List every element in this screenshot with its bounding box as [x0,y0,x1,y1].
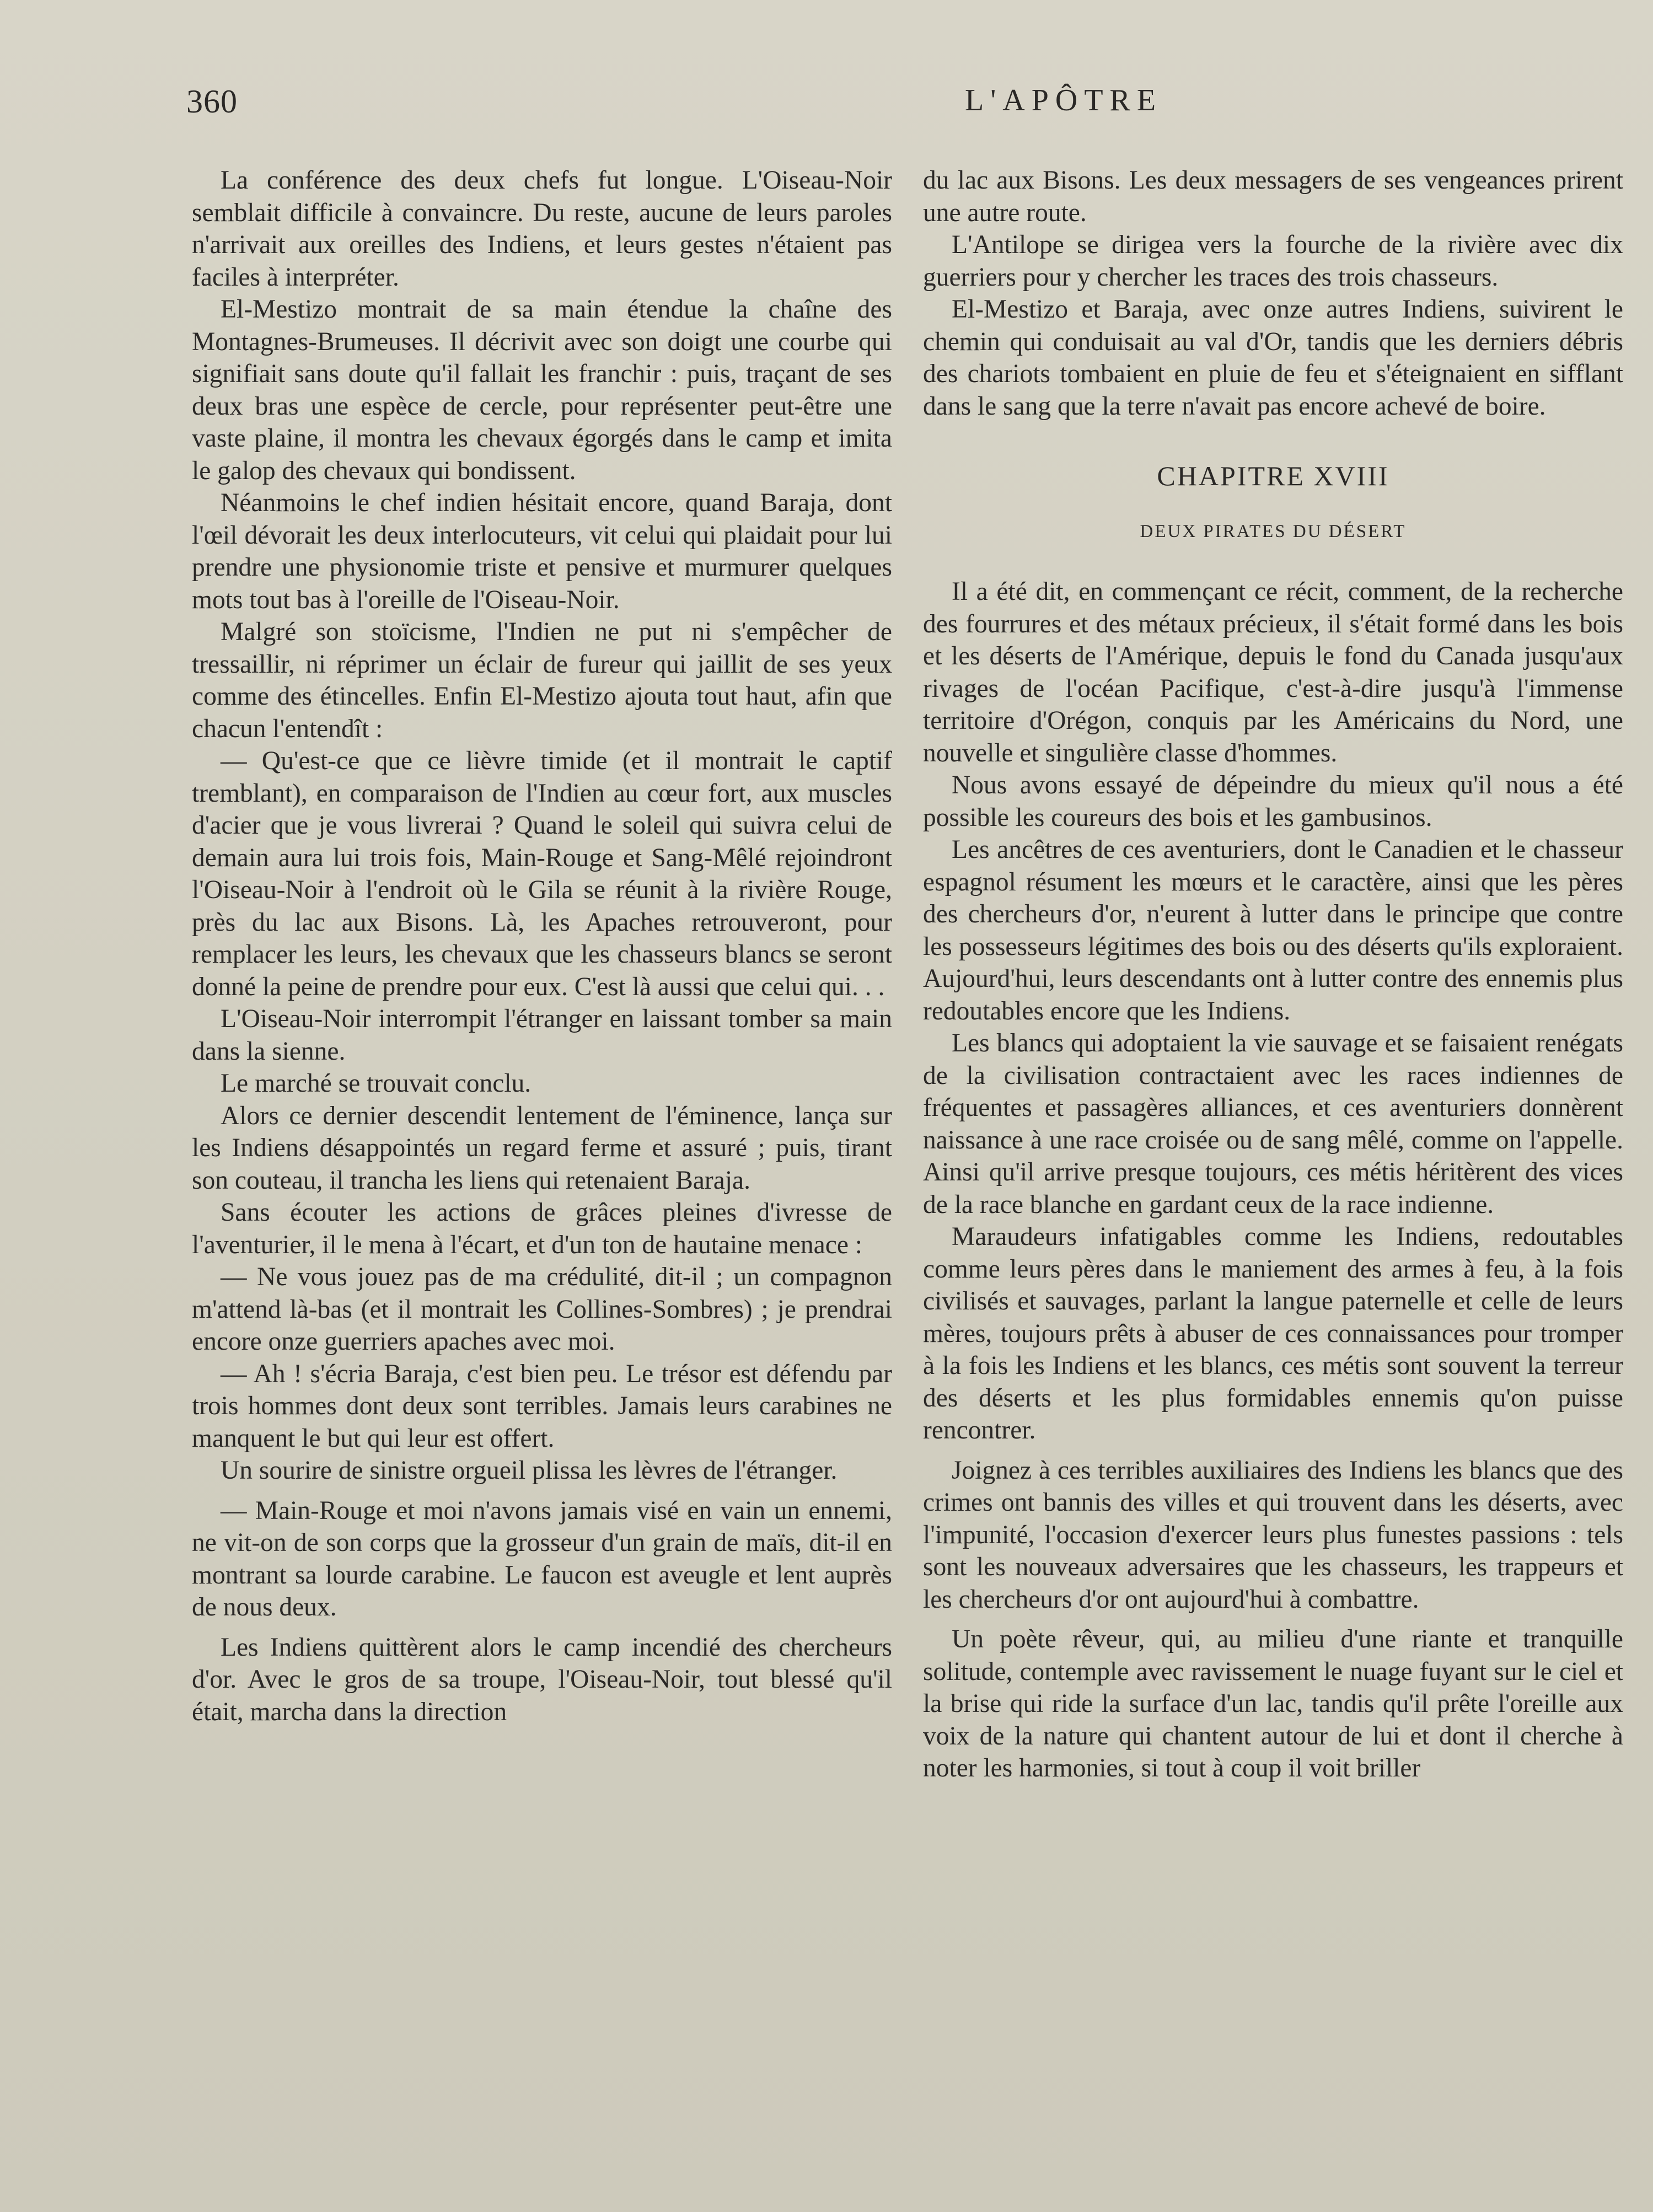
paragraph: du lac aux Bisons. Les deux messagers de ses vengeances prirent une autre route. [923,166,1623,227]
paragraph: Néanmoins le chef indien hésitait encore, quand Baraja, dont l'œil dévorait les deux interlocuteurs, vit celui qui plaidait pour lui prendre une physionomie triste et pensive et murmurer quelques mots tout bas à l'oreille de l'Oiseau-Noir. [192,488,892,614]
chapter-subtitle: DEUX PIRATES DU DÉSERT [1140,522,1407,541]
paragraph: — Main-Rouge et moi n'avons jamais visé en vain un ennemi, ne vit-on de son corps que la grosseur d'un grain de maïs, dit-il en montrant sa lourde carabine. Le faucon est aveugle et lent auprès de nous deux. [192,1496,892,1622]
paragraph: El-Mestizo et Baraja, avec onze autres Indiens, suivirent le chemin qui conduisait au val d'Or, tandis que les derniers débris des chariots tombaient en pluie de feu et s'éteignaient en sifflant dans le sang que la terre n'avait pas encore achevé de boire. [923,295,1623,421]
paragraph: L'Antilope se dirigea vers la fourche de la rivière avec dix guerriers pour y chercher les traces des trois chasseurs. [923,230,1623,292]
paragraph: — Qu'est-ce que ce lièvre timide (et il montrait le captif tremblant), en comparaison de l'Indien au cœur fort, aux muscles d'acier que je vous livrerai ? Quand le soleil qui suivra celui de demain aura lui trois fois, Main-Rouge et Sang-Mêlé rejoindront l'Oiseau-Noir à l'endroit où le Gila se réunit à la rivière Rouge, près du lac aux Bisons. Là, les Apaches retrouveront, pour remplacer les leurs, les chevaux que les chasseurs blancs se seront donné la peine de prendre pour eux. C'est là aussi que celui qui. . . [192,747,892,1001]
paragraph: El-Mestizo montrait de sa main étendue la chaîne des Montagnes-Brumeuses. Il décrivit avec son doigt une courbe qui signifiait sans doute qu'il fallait les franchir : puis, traçant de ses deux bras une espèce de cercle, pour représenter peut-être une vaste plaine, il montra les chevaux égorgés dans le camp et imita le galop des chevaux qui bondissent. [192,295,892,485]
running-title: L'APÔTRE [965,83,1163,117]
paragraph: Malgré son stoïcisme, l'Indien ne put ni s'empêcher de tressaillir, ni réprimer un éclair de fureur qui jaillit de ses yeux comme des étincelles. Enfin El-Mestizo ajouta tout haut, afin que chacun l'entendît : [192,618,892,743]
paragraph: Les ancêtres de ces aventuriers, dont le Canadien et le chasseur espagnol résument les mœurs et le caractère, ainsi que les pères des chercheurs d'or, n'eurent à lutter dans le principe que contre les possesseurs légitimes des bois ou des déserts qu'ils exploraient. Aujourd'hui, leurs descendants ont à lutter contre des ennemis plus redoutables encore que les Indiens. [923,835,1623,1026]
paragraph: — Ah ! s'écria Baraja, c'est bien peu. Le trésor est défendu par trois hommes dont deux sont terribles. Jamais leurs carabines ne manquent le but qui leur est offert. [192,1359,892,1453]
paragraph: Les Indiens quittèrent alors le camp incendié des chercheurs d'or. Avec le gros de sa troupe, l'Oiseau-Noir, tout blessé qu'il était, marcha dans la direction [192,1633,892,1726]
paragraph: Joignez à ces terribles auxiliaires des Indiens les blancs que des crimes ont bannis des villes et qui trouvent dans les déserts, avec l'impunité, l'occasion d'exercer leurs plus funestes passions : tels sont les nouveaux adversaires que les chasseurs, les trappeurs et les chercheurs d'or ont aujourd'hui à combattre. [923,1456,1623,1614]
paragraph: La conférence des deux chefs fut longue. L'Oiseau-Noir semblait difficile à convaincre. Du reste, aucune de leurs paroles n'arrivait aux oreilles des Indiens, et leurs gestes n'étaient pas faciles à interpréter. [192,166,892,292]
chapter-title: CHAPITRE XVIII [1157,460,1389,491]
paragraph: Il a été dit, en commençant ce récit, comment, de la recherche des fourrures et des métaux précieux, il s'était formé dans les bois et les déserts de l'Amérique, depuis le fond du Canada jusqu'aux rivages de l'océan Pacifique, c'est-à-dire jusqu'à l'immense territoire d'Orégon, conquis par les Américains du Nord, une nouvelle et singulière classe d'hommes. [923,577,1623,767]
paragraph: Un poète rêveur, qui, au milieu d'une riante et tranquille solitude, contemple avec ravissement le nuage fuyant sur le ciel et la brise qui ride la surface d'un lac, tandis qu'il prête l'oreille aux voix de la nature qui chantent autour de lui et dont il cherche à noter les harmonies, si tout à coup il voit briller [923,1625,1623,1783]
right-column [923,164,1623,1785]
paragraph: Un sourire de sinistre orgueil plissa les lèvres de l'étranger. [221,1456,838,1485]
left-column [192,164,892,1728]
running-head [186,83,1609,127]
paragraph: Alors ce dernier descendit lentement de l'éminence, lança sur les Indiens désappointés un regard ferme et assuré ; puis, tirant son couteau, il trancha les liens qui retenaient Baraja. [192,1101,892,1195]
paragraph: L'Oiseau-Noir interrompit l'étranger en laissant tomber sa main dans la sienne. [192,1005,892,1066]
paragraph: Sans écouter les actions de grâces pleines d'ivresse de l'aventurier, il le mena à l'écart, et d'un ton de hautaine menace : [192,1198,892,1259]
paragraph: Maraudeurs infatigables comme les Indiens, redoutables comme leurs pères dans le maniement des armes à feu, à la fois civilisés et sauvages, parlant la langue paternelle et celle de leurs mères, toujours prêts à abuser de ces connaissances pour tromper à la fois les Indiens et les blancs, ces métis sont souvent la terreur des déserts et les plus formidables ennemis qu'on puisse rencontrer. [923,1222,1623,1445]
paragraph: Les blancs qui adoptaient la vie sauvage et se faisaient renégats de la civilisation contractaient avec les races indiennes de fréquentes et passagères alliances, et ces aventuriers donnèrent naissance à une race croisée ou de sang mêlé, comme on l'appelle. Ainsi qu'il arrive presque toujours, ces métis héritèrent des vices de la race blanche en gardant ceux de la race indienne. [923,1029,1623,1219]
paragraph: — Ne vous jouez pas de ma crédulité, dit-il ; un compagnon m'attend là-bas (et il montrait les Collines-Sombres) ; je prendrai encore onze guerriers apaches avec moi. [192,1263,892,1356]
page-number: 360 [186,83,238,120]
paragraph: Nous avons essayé de dépeindre du mieux qu'il nous a été possible les coureurs des bois et les gambusinos. [923,771,1623,832]
paragraph: Le marché se trouvait conclu. [221,1069,532,1098]
